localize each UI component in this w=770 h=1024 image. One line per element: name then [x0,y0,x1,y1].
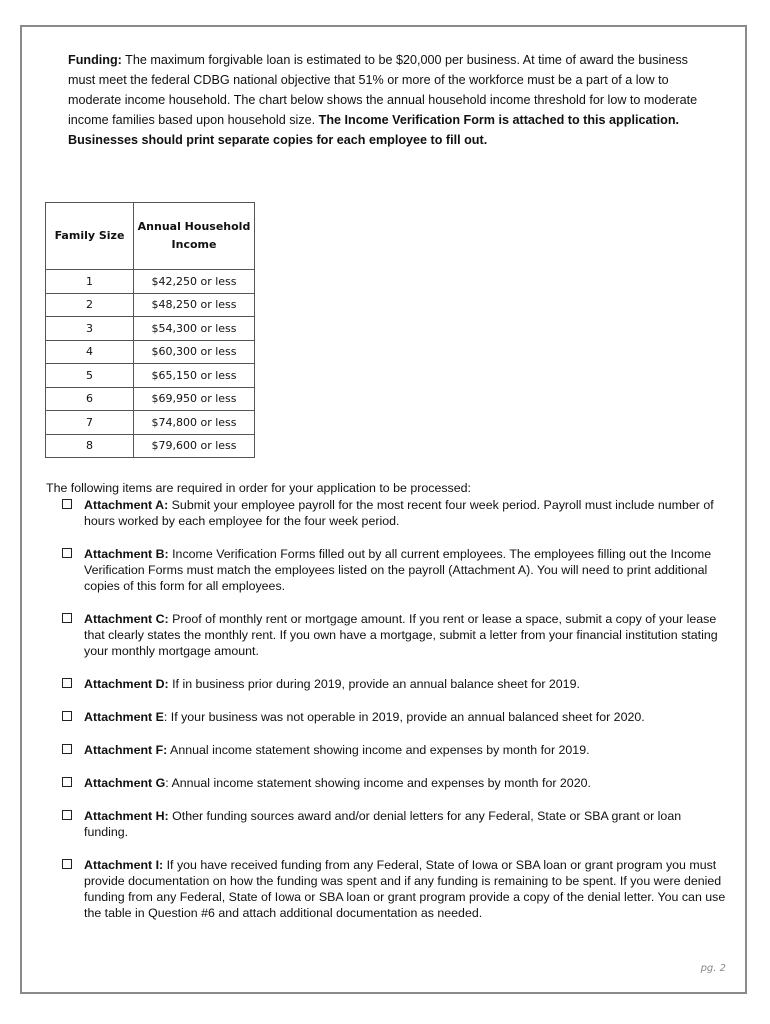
attachment-e-text [84,709,728,725]
family-size-cell: 8 [46,434,134,458]
attachment-description: If in business prior during 2019, provide an annual balance sheet for 2019. [168,677,580,691]
attachment-label: Attachment G [84,776,166,790]
attachment-h-item [62,808,728,840]
table-row [46,364,255,388]
page-number: pg. 2 [700,963,726,974]
requirements-checklist [62,497,728,938]
attachment-b-text [84,546,728,594]
attachment-i-checkbox[interactable] [62,859,72,869]
family-size-cell: 5 [46,364,134,388]
attachment-a-text [84,497,728,529]
funding-bold-text: The Income Verification Form is attached to this application. Businesses should print separate copies for each employee to fill out. [68,113,680,147]
income-cell: $54,300 or less [134,317,255,341]
attachment-label: Attachment B: [84,547,169,561]
family-size-cell: 6 [46,387,134,411]
attachment-i-item [62,857,728,921]
table-row [46,434,255,458]
attachment-g-text [84,775,728,791]
attachment-description: : Annual income statement showing income and expenses by month for 2020. [165,776,591,790]
attachment-label: Attachment I: [84,858,164,872]
table-row [46,293,255,317]
attachment-description: Proof of monthly rent or mortgage amount. If you rent or lease a space, submit a copy of your lease that clearly states the monthly rent. If you own have a mortgage, submit a letter from your financial institution stating your monthly mortgage amount. [84,612,718,658]
table-row [46,270,255,294]
attachment-e-checkbox[interactable] [62,711,72,721]
attachment-h-text [84,808,728,840]
family-size-cell: 1 [46,270,134,294]
attachment-c-text [84,611,728,659]
funding-paragraph [68,50,716,150]
attachment-g-checkbox[interactable] [62,777,72,787]
attachment-description: Submit your employee payroll for the most recent four week period. Payroll must include number of hours worked by each employee for the four week period. [84,498,714,528]
attachment-a-checkbox[interactable] [62,499,72,509]
income-cell: $79,600 or less [134,434,255,458]
attachment-label: Attachment A: [84,498,169,512]
table-row [46,317,255,341]
table-row [46,387,255,411]
attachment-b-checkbox[interactable] [62,548,72,558]
attachment-d-checkbox[interactable] [62,678,72,688]
attachment-c-checkbox[interactable] [62,613,72,623]
table-row [46,340,255,364]
funding-text: The maximum forgivable loan is estimated to be $20,000 per business. At time of award the business must meet the federal CDBG national objective that 51% or more of the workforce must be a part of a low to moderate income household. The chart below shows the annual household income threshold for low to moderate income families based upon household size. [68,53,698,127]
attachment-label: Attachment H: [84,809,169,823]
attachment-d-text [84,676,728,692]
header-annual-household-income: Annual Household Income [134,203,255,270]
attachment-f-item [62,742,728,758]
income-cell: $60,300 or less [134,340,255,364]
attachment-h-checkbox[interactable] [62,810,72,820]
attachment-description: Annual income statement showing income and expenses by month for 2019. [167,743,590,757]
income-cell: $42,250 or less [134,270,255,294]
funding-label: Funding: [68,53,122,67]
requirements-intro: The following items are required in order for your application to be processed: [46,481,471,495]
income-cell: $48,250 or less [134,293,255,317]
income-cell: $74,800 or less [134,411,255,435]
family-size-cell: 2 [46,293,134,317]
attachment-c-item [62,611,728,659]
attachment-label: Attachment D: [84,677,169,691]
attachment-description: Other funding sources award and/or denial letters for any Federal, State or SBA grant or loan funding. [84,809,682,839]
attachment-f-text [84,742,728,758]
attachment-a-item [62,497,728,529]
income-cell: $69,950 or less [134,387,255,411]
family-size-cell: 4 [46,340,134,364]
attachment-d-item [62,676,728,692]
income-cell: $65,150 or less [134,364,255,388]
header-family-size: Family Size [46,203,134,270]
attachment-description: If you have received funding from any Federal, State of Iowa or SBA loan or grant program you must provide documentation on how the funding was spent and if any funding is remaining to be spent. If you were denied funding from any Federal, State of Iowa or SBA loan or grant program provide a copy of the denial letter. You can use the table in Question #6 and attach additional documentation as needed. [84,858,726,920]
income-threshold-table [45,202,255,458]
attachment-description: : If your business was not operable in 2019, provide an annual balanced sheet for 2020. [163,710,645,724]
attachment-label: Attachment C: [84,612,169,626]
attachment-e-item [62,709,728,725]
table-row [46,411,255,435]
attachment-i-text [84,857,728,921]
attachment-label: Attachment E [84,710,164,724]
table-header-row [46,203,255,270]
family-size-cell: 7 [46,411,134,435]
attachment-description: Income Verification Forms filled out by all current employees. The employees filling out the Income Verification Forms must match the employees listed on the payroll (Attachment A). You will need to print additional copies of this form for all employees. [84,547,712,593]
attachment-f-checkbox[interactable] [62,744,72,754]
family-size-cell: 3 [46,317,134,341]
attachment-label: Attachment F: [84,743,168,757]
attachment-g-item [62,775,728,791]
attachment-b-item [62,546,728,594]
